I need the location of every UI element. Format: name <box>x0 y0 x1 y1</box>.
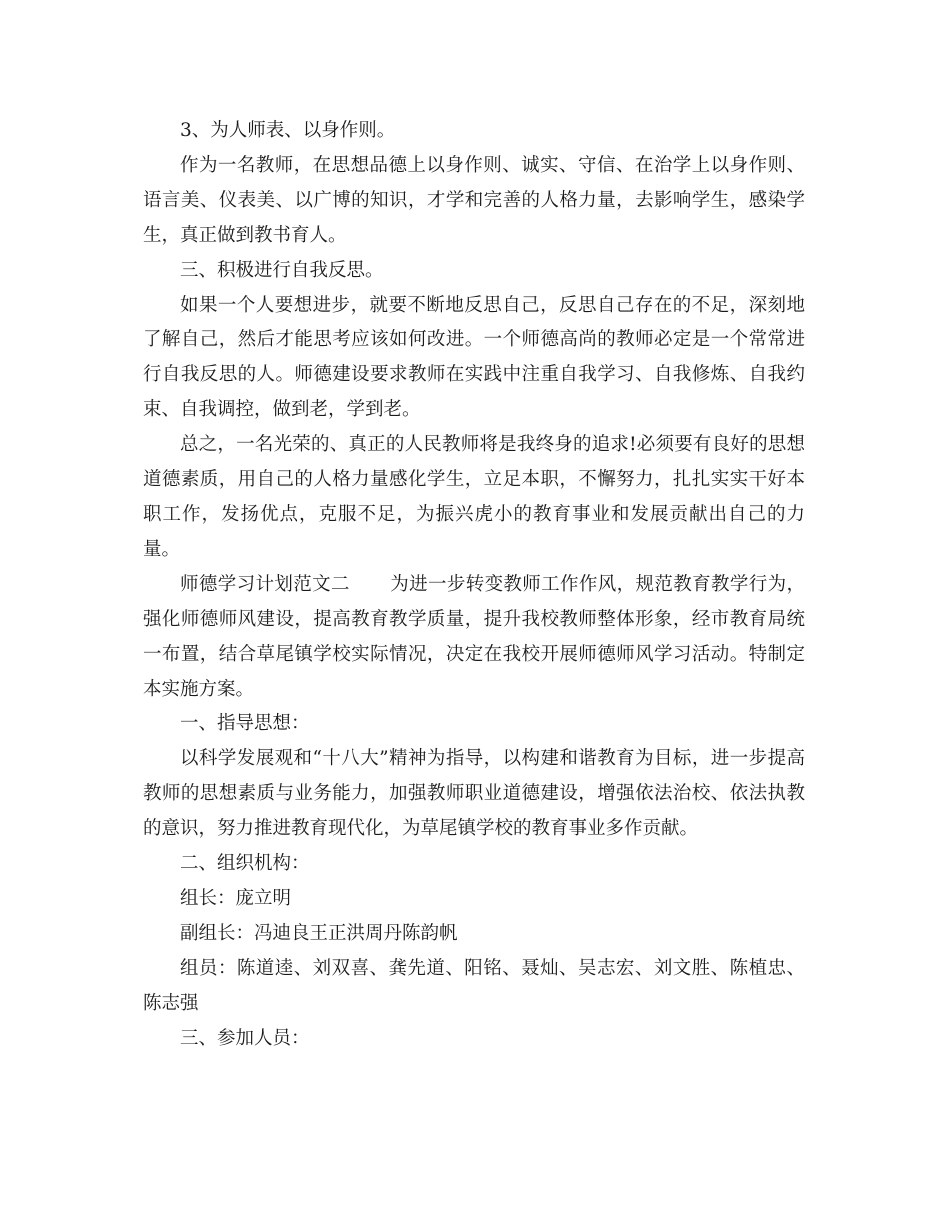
heading-organization: 二、组织机构： <box>180 853 310 875</box>
heading-participants: 三、参加人员： <box>180 1027 310 1049</box>
line-team-members: 组员：陈道逵、刘双喜、龚先道、阳铭、聂灿、吴志宏、刘文胜、陈植忠、陈志强 <box>143 957 805 1014</box>
paragraph-conclusion: 总之，一名光荣的、真正的人民教师将是我终身的追求!必须要有良好的思想道德素质，用自己的人格力量感化学生，立足本职，不懈努力，扎扎实实干好本职工作，发扬优点，克服不足，为振兴虎小的教育事业和发展贡献出自己的力量。 <box>143 434 805 560</box>
heading-role-model: 3、为人师表、以身作则。 <box>180 120 396 141</box>
heading-guiding-thought: 一、指导思想： <box>180 713 310 735</box>
line-team-leader: 组长：庞立明 <box>180 887 292 909</box>
line-deputy-leaders: 副组长：冯迪良王正洪周丹陈韵帆 <box>180 922 458 944</box>
heading-self-reflection: 三、积极进行自我反思。 <box>180 259 384 281</box>
paragraph-guiding-thought: 以科学发展观和“十八大”精神为指导，以构建和谐教育为目标，进一步提高教师的思想素质与业务能力，加强教师职业道德建设，增强依法治校、依法执教的意识，努力推进教育现代化，为草尾镇学校的教育事业多作贡献。 <box>143 748 805 840</box>
section2-title: 师德学习计划范文二 <box>180 573 350 595</box>
paragraph-section2-intro <box>143 568 805 708</box>
section2-intro-text: 为进一步转变教师工作作风，规范教育教学行为，强化师德师风建设，提高教育教学质量，提升我校教师整体形象，经市教育局统一布置，结合草尾镇学校实际情况，决定在我校开展师德师风学习活动。特制定本实施方案。 <box>143 573 805 700</box>
paragraph-self-reflection: 如果一个人要想进步，就要不断地反思自己，反思自己存在的不足，深刻地了解自己，然后才能思考应该如何改进。一个师德高尚的教师必定是一个常常进行自我反思的人。师德建设要求教师在实践中注重自我学习、自我修炼、自我约束、自我调控，做到老，学到老。 <box>143 294 805 421</box>
paragraph-role-model: 作为一名教师，在思想品德上以身作则、诚实、守信、在治学上以身作则、语言美、仪表美、以广博的知识，才学和完善的人格力量，去影响学生，感染学生，真正做到教书育人。 <box>143 154 805 246</box>
document-body <box>143 114 805 1056</box>
